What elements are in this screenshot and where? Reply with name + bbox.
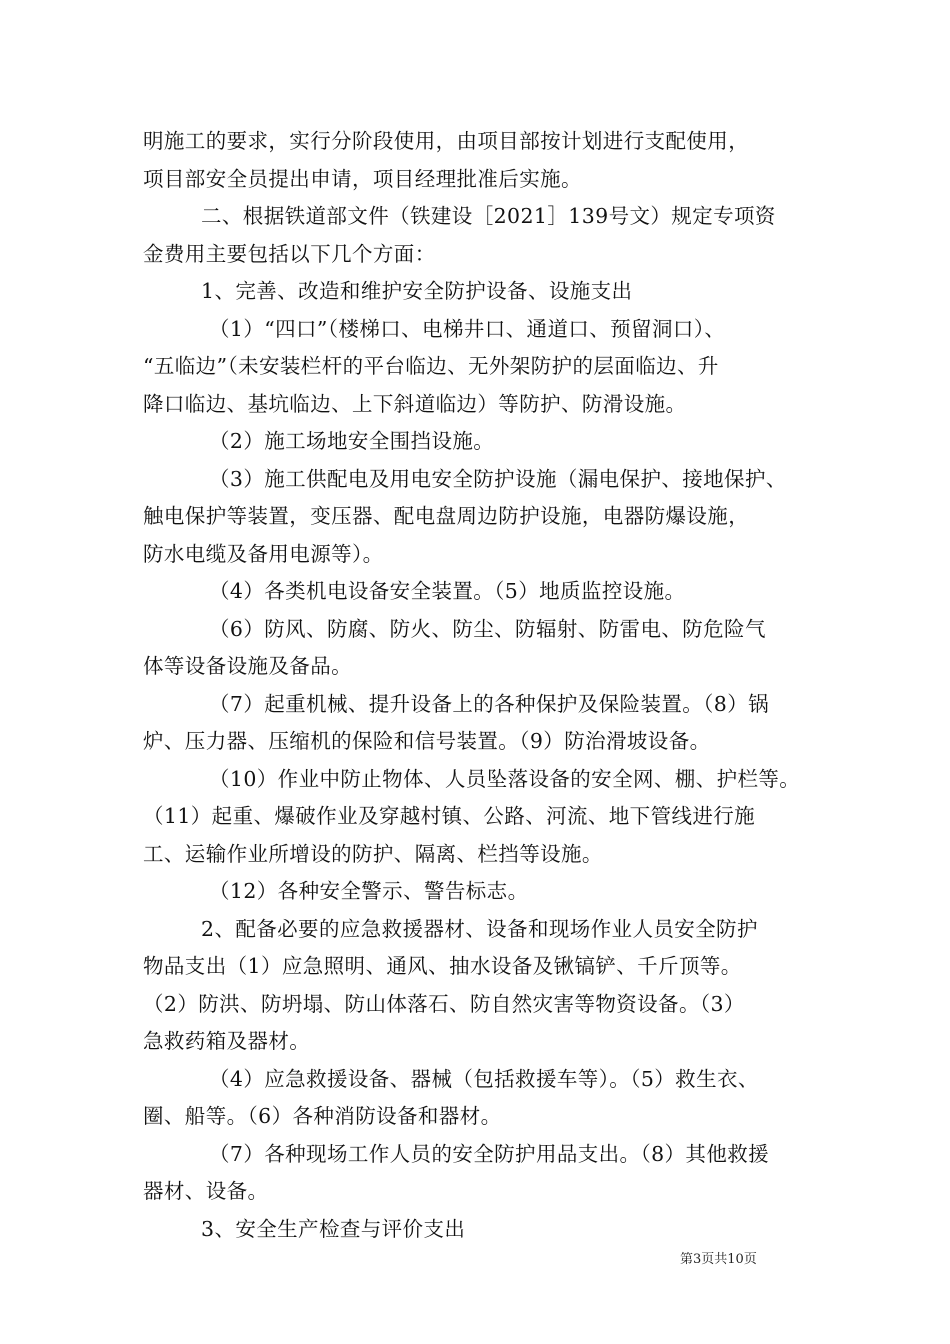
text-line: 金费用主要包括以下几个方面：	[143, 241, 436, 266]
text-line: 降口临边、基坑临边、上下斜道临边）等防护、防滑设施。	[143, 391, 687, 416]
text-line: （6）防风、防腐、防火、防尘、防辐射、防雷电、防危险气	[209, 616, 766, 641]
text-line: （1）“四口”（楼梯口、电梯井口、通道口、预留洞口）、	[209, 316, 726, 341]
text-line: （12）各种安全警示、警告标志。	[209, 879, 529, 903]
text-line: 急救药箱及器材。	[143, 1029, 311, 1053]
text-line: 圈、船等。（6）各种消防设备和器材。	[143, 1104, 502, 1128]
text-line: 器材、设备。	[143, 1179, 269, 1203]
text-line: （4）应急救援设备、器械（包括救援车等）。（5）救生衣、	[209, 1066, 759, 1091]
text-line: 工、运输作业所增设的防护、隔离、栏挡等设施。	[143, 841, 603, 866]
text-line: 项目部安全员提出申请，项目经理批准后实施。	[143, 166, 582, 191]
text-line: （3）施工供配电及用电安全防护设施（漏电保护、接地保护、	[209, 466, 787, 491]
text-line: （2）施工场地安全围挡设施。	[209, 429, 495, 453]
text-line: 物品支出（1）应急照明、通风、抽水设备及锹镐铲、千斤顶等。	[143, 954, 742, 978]
text-line: 炉、压力器、压缩机的保险和信号装置。（9）防治滑坡设备。	[143, 729, 711, 753]
text-line: 触电保护等装置，变压器、配电盘周边防护设施，电器防爆设施，	[143, 504, 750, 528]
text-line: （4）各类机电设备安全装置。（5）地质监控设施。	[209, 579, 686, 603]
text-line: （7）各种现场工作人员的安全防护用品支出。（8）其他救援	[209, 1141, 770, 1166]
text-line: （11）起重、爆破作业及穿越村镇、公路、河流、地下管线进行施	[143, 804, 756, 828]
document-body	[143, 123, 823, 1248]
text-line: （7）起重机械、提升设备上的各种保护及保险装置。（8）锅	[209, 691, 770, 716]
text-line: 防水电缆及备用电源等）。	[143, 541, 384, 566]
text-line: “五临边”（未安装栏杆的平台临边、无外架防护的层面临边、升	[143, 354, 719, 378]
text-line: （10）作业中防止物体、人员坠落设备的安全网、棚、护栏等。	[209, 766, 801, 791]
text-line: （2）防洪、防坍塌、防山体落石、防自然灾害等物资设备。（3）	[143, 991, 745, 1016]
text-line: 二、根据铁道部文件（铁建设［2021］139号文）规定专项资	[201, 204, 776, 228]
text-line: 3、安全生产检查与评价支出	[201, 1216, 466, 1241]
text-line: 2、配备必要的应急救援器材、设备和现场作业人员安全防护	[201, 916, 758, 941]
text-line: 1、完善、改造和维护安全防护设备、设施支出	[201, 279, 633, 303]
text-line: 明施工的要求，实行分阶段使用，由项目部按计划进行支配使用，	[143, 129, 750, 153]
page-number: 第3页共10页	[680, 1252, 757, 1267]
text-line: 体等设备设施及备品。	[143, 654, 352, 678]
